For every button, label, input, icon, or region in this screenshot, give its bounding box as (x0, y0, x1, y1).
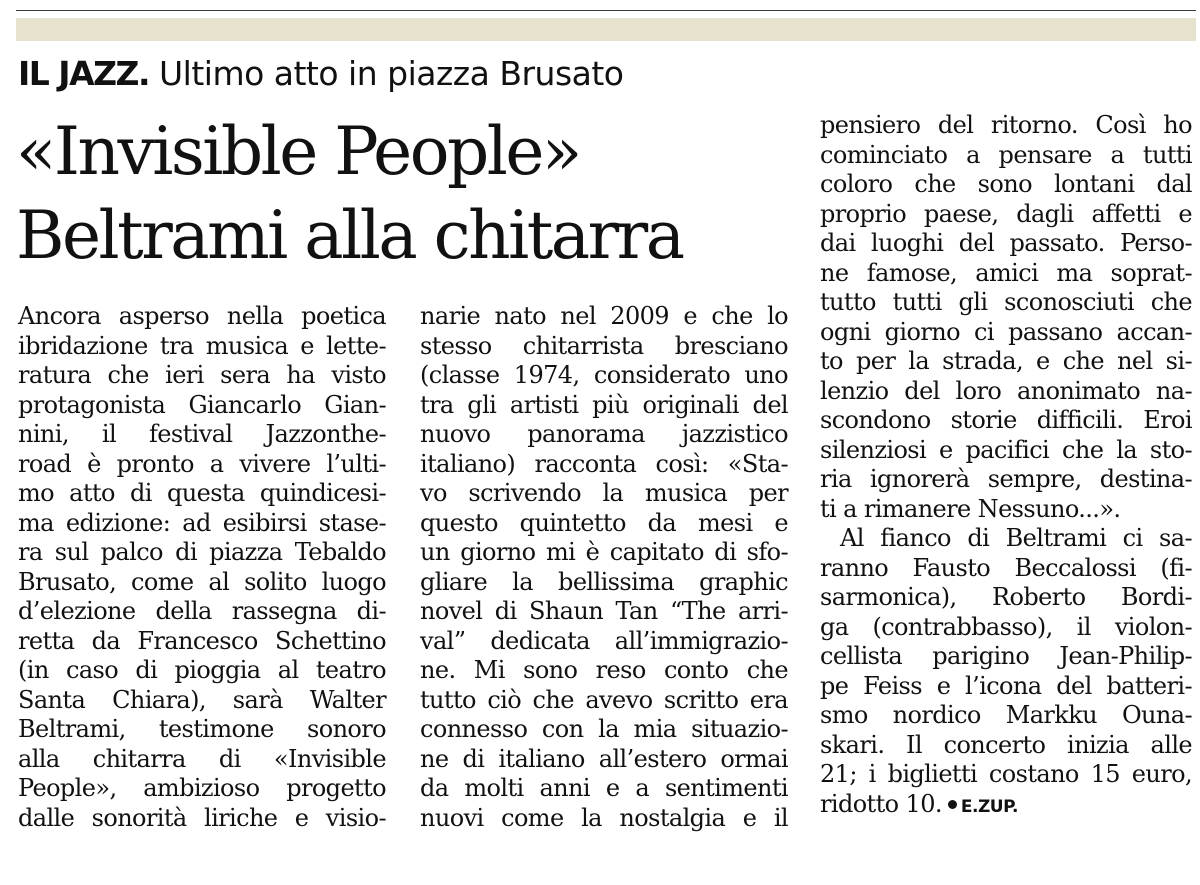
article-line: Beltrami, testimone sonoro (18, 715, 386, 743)
article-line: nuovi come la nostalgia e il (420, 803, 788, 832)
headline-line-2: Beltrami alla chitarra (16, 197, 683, 274)
article-line: connesso con la mia situazio- (420, 715, 788, 743)
article-line: ga (contrabbasso), il violon- (820, 612, 1192, 641)
article-line: silenziosi e pacifici che la sto- (820, 435, 1192, 464)
article-column-1 (18, 302, 386, 833)
article-line: vo scrivendo la musica per (420, 479, 788, 507)
article-line: nini, il festival Jazzonthe- (18, 420, 386, 448)
article-line: pe Feiss e l’icona del batteri- (820, 671, 1192, 700)
article-line: smo nordico Markku Ouna- (820, 701, 1192, 729)
article-line: Brusato, come al solito luogo (18, 567, 386, 596)
article-line: ibridazione tra musica e lette- (18, 331, 386, 360)
article-line: narie nato nel 2009 e che lo (420, 302, 788, 330)
article-line: nuovo panorama jazzistico (420, 420, 788, 448)
article-column-2 (420, 302, 788, 833)
article-line: tutto ciò che avevo scritto era (420, 685, 788, 714)
article-line: ne di italiano all’estero ormai (420, 744, 788, 773)
article-line: ria ignorerà sempre, destina- (820, 465, 1192, 493)
article-line: Santa Chiara), sarà Walter (18, 685, 386, 714)
article-line: ne. Mi sono reso conto che (420, 656, 788, 684)
article-line: cellista parigino Jean-Philip- (820, 642, 1192, 670)
article-line: gliare la bellissima graphic (420, 567, 788, 596)
article-line: (in caso di pioggia al teatro (18, 656, 386, 684)
article-line: coloro che sono lontani dal (820, 170, 1192, 198)
article-line: stesso chitarrista bresciano (420, 331, 788, 360)
article-line: (classe 1974, considerato uno (420, 361, 788, 389)
bullet-icon (948, 800, 957, 809)
article-line: 21; i biglietti costano 15 euro, (820, 760, 1192, 788)
closing-line (820, 790, 1192, 820)
article-line: proprio paese, dagli affetti e (820, 199, 1192, 228)
article-line: alla chitarra di «Invisible (18, 744, 386, 773)
article-line: italiano) racconta così: «Sta- (420, 449, 788, 478)
article-line: lenzio del loro anonimato na- (820, 376, 1192, 405)
article-line: ma edizione: ad esibirsi stase- (18, 508, 386, 537)
article-line: skari. Il concerto inizia alle (820, 730, 1192, 759)
section-header-bar (16, 18, 1196, 41)
article-line: dai luoghi del passato. Perso- (820, 229, 1192, 257)
article-line: questo quintetto da mesi e (420, 508, 788, 537)
article-line: scondono storie difficili. Eroi (820, 406, 1192, 434)
article-line: Al fianco di Beltrami ci sa- (840, 524, 1192, 552)
article-line: Ancora asperso nella poetica (18, 302, 386, 330)
article-line: ratura che ieri sera ha visto (18, 361, 386, 389)
article-line: ti a rimanere Nessuno...». (820, 494, 1121, 523)
kicker-lead: IL JAZZ. (18, 54, 150, 93)
article-line: road è pronto a vivere l’ulti- (18, 449, 386, 478)
closing-text: ridotto 10. (820, 789, 942, 818)
author-signature: E.ZUP. (960, 796, 1018, 817)
article-line: People», ambizioso progetto (18, 774, 386, 802)
article-line: cominciato a pensare a tutti (820, 140, 1192, 169)
article-line: mo atto di questa quindicesi- (18, 479, 386, 507)
article-line: ne famose, amici ma soprat- (820, 258, 1192, 287)
article-line: protagonista Giancarlo Gian- (18, 390, 386, 419)
article-line: tutto tutti gli sconosciuti che (820, 288, 1192, 316)
kicker (18, 52, 623, 96)
article-line: to per la strada, e che nel si- (820, 347, 1192, 375)
article-line: val” dedicata all’immigrazio- (420, 626, 788, 655)
article-column-3 (820, 111, 1192, 819)
article-line: ra sul palco di piazza Tebaldo (18, 538, 386, 566)
article-line: d’elezione della rassegna di- (18, 597, 386, 625)
article-line: retta da Francesco Schettino (18, 626, 386, 655)
article-line: pensiero del ritorno. Così ho (820, 111, 1192, 139)
article-line: ogni giorno ci passano accan- (820, 317, 1192, 346)
article-line: dalle sonorità liriche e visio- (18, 803, 386, 832)
article-line: sarmonica), Roberto Bordi- (820, 583, 1192, 611)
article-line: ranno Fausto Beccalossi (fi- (820, 553, 1192, 582)
top-rule (16, 10, 1196, 11)
article-line: da molti anni e a sentimenti (420, 774, 788, 802)
article-line: un giorno mi è capitato di sfo- (420, 538, 788, 566)
headline-line-1: «Invisible People» (16, 113, 580, 190)
article-line: novel di Shaun Tan “The arri- (420, 597, 788, 625)
article-line: tra gli artisti più originali del (420, 390, 788, 419)
kicker-text: Ultimo atto in piazza Brusato (159, 54, 624, 93)
